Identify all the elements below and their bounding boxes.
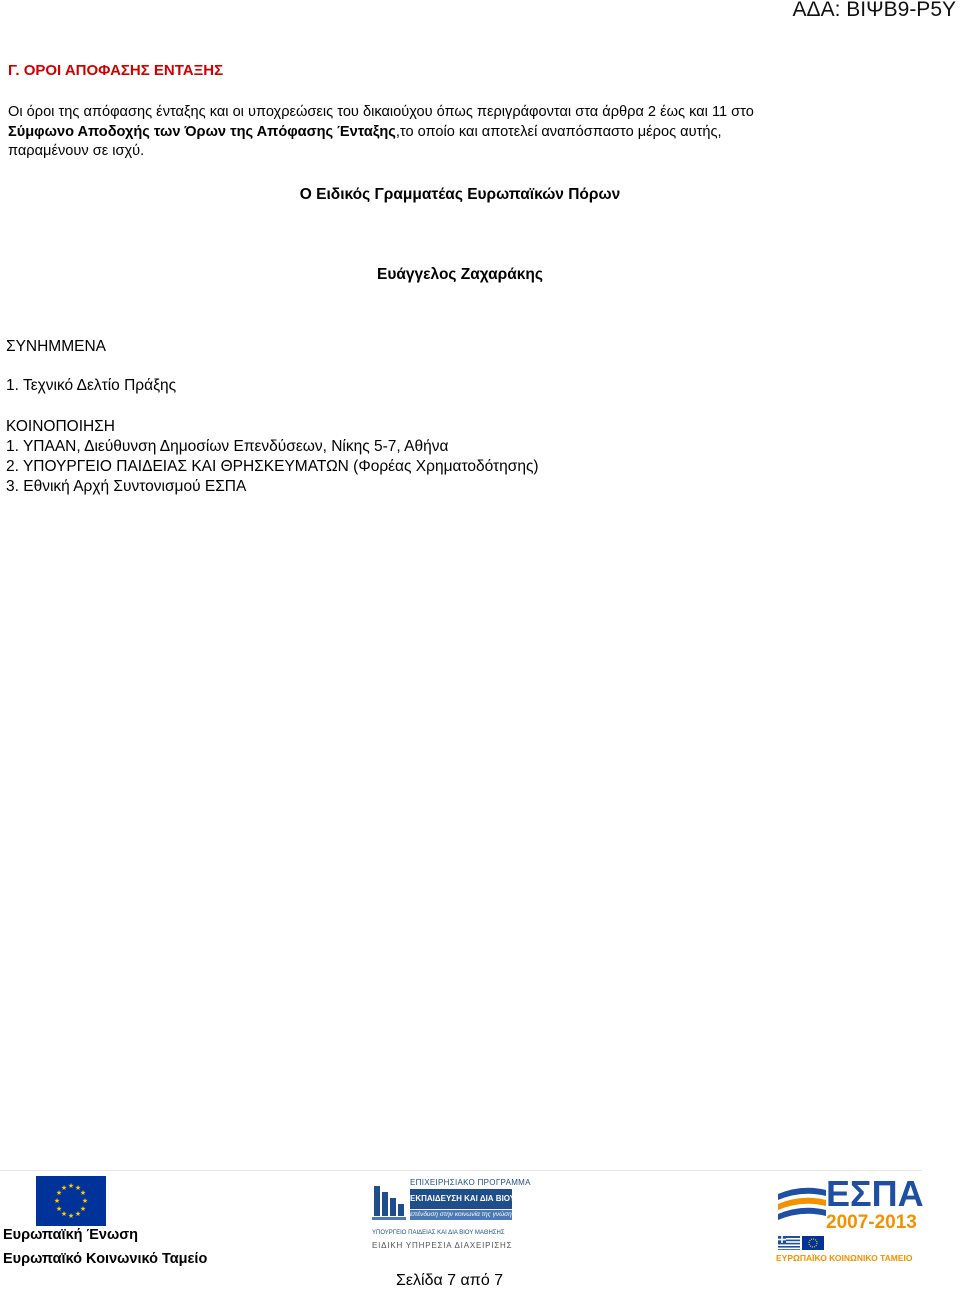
para-line-3: παραμένουν σε ισχύ. [8,143,145,159]
eu-flag-small-icon [802,1236,824,1250]
agreement-title: Σύμφωνο Αποδοχής των Όρων της Απόφασης Ένταξης [8,123,396,140]
svg-text:★: ★ [53,1197,61,1205]
programme-ministry: ΥΠΟΥΡΓΕΙΟ ΠΑΙΔΕΙΑΣ ΚΑΙ ΔΙΑ ΒΙΟΥ ΜΑΘΗΣΗΣ [372,1230,505,1236]
svg-text:★: ★ [74,1184,82,1192]
section-title: Γ. ΟΡΟΙ ΑΠΟΦΑΣΗΣ ΕΝΤΑΞΗΣ [8,62,224,79]
svg-text:★: ★ [55,1205,63,1213]
eu-fund-label: Ευρωπαϊκό Κοινωνικό Ταμείο [3,1251,208,1267]
espa-logo [776,1173,924,1266]
eu-union-label: Ευρωπαϊκή Ένωση [3,1227,138,1243]
programme-logo [372,1178,553,1254]
svg-text:★: ★ [60,1184,68,1192]
programme-emblem-icon [372,1182,406,1222]
espa-fund: ΕΥΡΩΠΑΪΚΟ ΚΟΙΝΩΝΙΚΟ ΤΑΜΕΙΟ [776,1253,913,1263]
signatory-name: Ευάγγελος Ζαχαράκης [377,266,543,283]
programme-line1: ΕΠΙΧΕΙΡΗΣΙΑΚΟ ΠΡΟΓΡΑΜΜΑ [410,1178,531,1187]
svg-text:★: ★ [74,1210,82,1218]
para-line-2 [8,123,908,143]
programme-slogan: επένδυση στην κοινωνία της γνώσης [410,1211,515,1218]
page-number: Σελίδα 7 από 7 [396,1272,504,1289]
distribution-item: 3. Εθνική Αρχή Συντονισμού ΕΣΠΑ [6,478,247,495]
distribution-heading: ΚΟΙΝΟΠΟΙΗΣΗ [6,418,115,435]
eu-flag-icon [36,1176,106,1226]
programme-service: ΕΙΔΙΚΗ ΥΠΗΡΕΣΙΑ ΔΙΑΧΕΙΡΙΣΗΣ [372,1241,513,1250]
espa-stripes-icon [778,1184,826,1224]
distribution-item: 2. ΥΠΟΥΡΓΕΙΟ ΠΑΙΔΕΙΑΣ ΚΑΙ ΘΡΗΣΚΕΥΜΑΤΩΝ (Φορέας Χρηματοδότησης) [6,458,539,475]
svg-text:★: ★ [79,1205,87,1213]
para-line-1: Οι όροι της απόφασης ένταξης και οι υποχρεώσεις του δικαιούχου όπως περιγράφονται στα άρθρα 2 έως και 11 στο [8,104,754,120]
ada-code: ΑΔΑ: ΒΙΨΒ9-Ρ5Υ [792,0,956,21]
para-line-2-rest: ,το οποίο και αποτελεί αναπόσπαστο μέρος αυτής, [395,123,722,140]
conditions-paragraph [8,103,908,162]
programme-line2: ΕΚΠΑΙΔΕΥΣΗ ΚΑΙ ΔΙΑ ΒΙΟΥ ΜΑΘΗΣΗ [410,1189,512,1209]
greek-flag-icon [778,1236,800,1250]
svg-text:★: ★ [60,1210,68,1218]
espa-title: ΕΣΠΑ [826,1173,924,1214]
svg-text:★: ★ [67,1212,75,1220]
svg-text:★: ★ [55,1189,63,1197]
attachment-item: 1. Τεχνικό Δελτίο Πράξης [6,377,177,394]
svg-text:★: ★ [67,1182,75,1190]
espa-years: 2007-2013 [826,1212,917,1233]
footer-divider [0,1170,922,1171]
svg-text:★: ★ [81,1197,89,1205]
distribution-item: 1. ΥΠΑΑΝ, Διεύθυνση Δημοσίων Επενδύσεων, Νίκης 5-7, Αθήνα [6,438,449,455]
signatory-role: Ο Ειδικός Γραμματέας Ευρωπαϊκών Πόρων [299,186,621,203]
svg-text:★: ★ [79,1189,87,1197]
attachments-heading: ΣΥΝΗΜΜΕΝΑ [6,338,107,355]
